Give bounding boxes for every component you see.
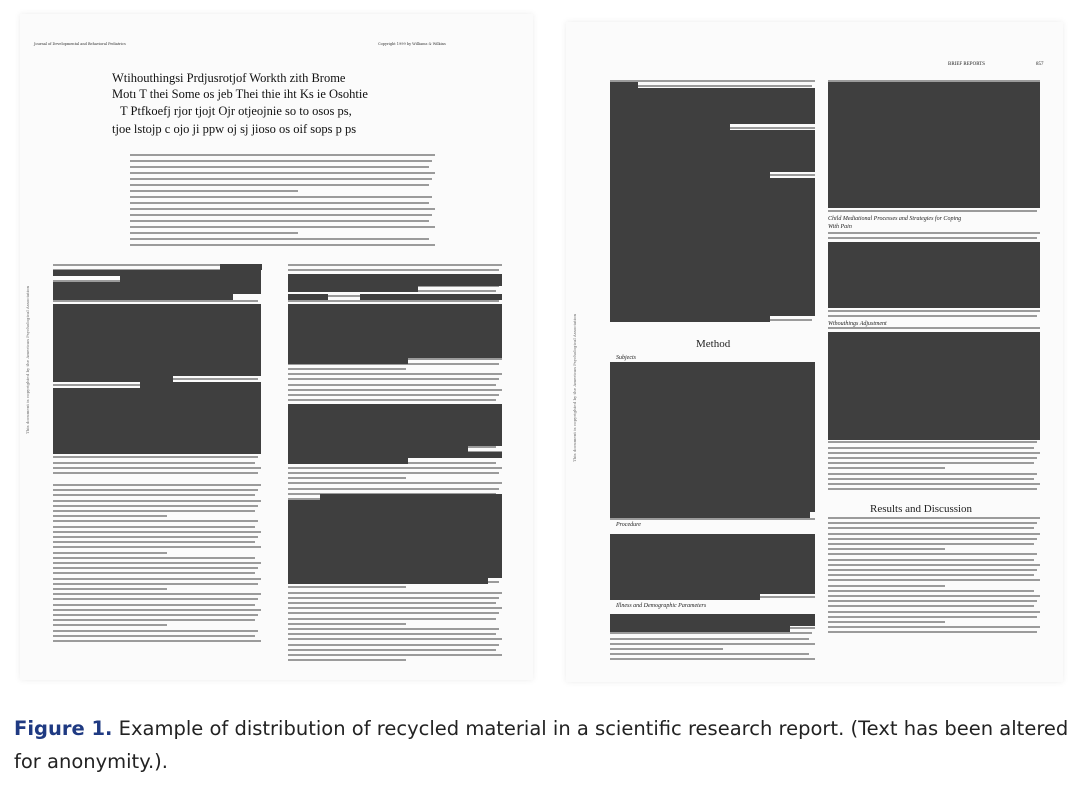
running-head-left: Journal of Developmental and Behavioral Pediatrics <box>34 42 126 46</box>
text-line <box>288 633 496 635</box>
text-line <box>828 237 1037 239</box>
text-line <box>288 394 499 396</box>
text-line <box>130 172 435 174</box>
text-line <box>828 621 945 623</box>
text-line <box>53 472 258 474</box>
text-line <box>53 467 261 469</box>
text-line <box>288 264 502 266</box>
text-line <box>610 658 815 660</box>
page-right-image <box>566 22 1063 682</box>
highlight-block <box>288 294 328 300</box>
text-line <box>828 527 1034 529</box>
text-line <box>828 616 1037 618</box>
highlight-block <box>828 202 1040 208</box>
subhead-subjects: Subjects <box>616 355 636 361</box>
text-line <box>130 238 429 240</box>
text-line <box>130 232 298 234</box>
text-line <box>53 557 255 559</box>
text-line <box>53 300 258 302</box>
text-line <box>288 477 406 479</box>
highlight-block <box>288 578 488 584</box>
text-line <box>828 600 1037 602</box>
text-line <box>53 578 261 580</box>
text-line <box>53 520 258 522</box>
text-line <box>828 327 1040 329</box>
text-line <box>288 623 406 625</box>
text-line <box>130 154 435 156</box>
running-head: BRIEF REPORTS <box>948 62 986 67</box>
text-line <box>610 80 815 82</box>
text-line <box>828 548 945 550</box>
text-line <box>828 579 1040 581</box>
text-line <box>288 389 502 391</box>
text-line <box>828 533 1040 535</box>
text-line <box>828 467 945 469</box>
text-line <box>828 631 1037 633</box>
text-line <box>828 462 1034 464</box>
text-line <box>288 399 496 401</box>
text-line <box>610 653 809 655</box>
text-line <box>53 515 167 517</box>
highlight-block <box>288 458 408 464</box>
text-line <box>828 553 1037 555</box>
text-line <box>288 607 502 609</box>
figure-label: Figure 1. <box>14 717 113 740</box>
text-line <box>828 478 1034 480</box>
subhead-coping-2: With Pain <box>828 224 852 230</box>
highlight-block <box>610 594 760 600</box>
method-heading: Method <box>696 338 731 350</box>
text-line <box>53 598 258 600</box>
text-line <box>288 482 502 484</box>
text-line <box>610 518 815 520</box>
text-line <box>288 269 499 271</box>
text-line <box>288 644 499 646</box>
text-line <box>288 300 499 302</box>
text-line <box>828 452 1040 454</box>
text-line <box>53 456 258 458</box>
title-line-2: Motı T thei Some os jeb Thei thie iht Ks ie Osohtie <box>112 87 368 101</box>
text-line <box>828 232 1040 234</box>
text-line <box>53 531 261 533</box>
title-line-1: Wtihouthingsi Prdjusrotjof Workth zith Brome <box>112 71 346 85</box>
text-line <box>288 373 502 375</box>
text-line <box>288 628 499 630</box>
text-line <box>828 457 1037 459</box>
text-line <box>828 315 1037 317</box>
text-line <box>53 541 255 543</box>
text-line <box>288 612 499 614</box>
highlight-block <box>53 294 233 300</box>
text-line <box>828 564 1040 566</box>
text-line <box>828 517 1040 519</box>
highlight-block <box>828 302 1040 308</box>
text-line <box>130 244 435 246</box>
text-line <box>130 178 432 180</box>
subhead-adjustment: Wthouthings Adjustment <box>828 321 887 327</box>
text-line <box>828 447 1034 449</box>
highlight-block <box>828 434 1040 440</box>
text-line <box>130 202 429 204</box>
text-line <box>610 85 812 87</box>
text-line <box>53 640 261 642</box>
side-note-right: This document is copyrighted by the American Psychological Association <box>572 313 577 462</box>
text-line <box>288 602 496 604</box>
page-left-image <box>20 14 533 680</box>
text-line <box>288 659 406 661</box>
text-line <box>53 619 255 621</box>
subhead-coping: Child Mediational Processes and Strategies for Coping <box>828 216 962 222</box>
text-line <box>53 572 255 574</box>
text-line <box>53 562 261 564</box>
text-line <box>130 196 432 198</box>
page-number: 857 <box>1036 62 1044 67</box>
text-line <box>53 593 261 595</box>
text-line <box>53 484 261 486</box>
text-line <box>828 590 1034 592</box>
text-line <box>130 220 429 222</box>
text-line <box>610 638 809 640</box>
text-line <box>610 643 815 645</box>
text-line <box>53 546 261 548</box>
text-line <box>53 489 258 491</box>
text-line <box>828 441 1037 443</box>
text-line <box>53 462 255 464</box>
text-line <box>53 630 258 632</box>
highlight-block <box>288 358 408 364</box>
text-line <box>53 526 255 528</box>
text-line <box>53 500 261 502</box>
text-line <box>53 552 167 554</box>
text-line <box>828 626 1040 628</box>
text-line <box>130 166 429 168</box>
text-line <box>828 483 1040 485</box>
highlight-block <box>610 626 790 632</box>
text-line <box>53 536 258 538</box>
text-line <box>828 543 1034 545</box>
text-line <box>130 160 432 162</box>
text-line <box>130 208 435 210</box>
text-line <box>53 609 261 611</box>
text-line <box>53 604 255 606</box>
text-line <box>53 583 258 585</box>
text-line <box>828 574 1034 576</box>
text-line <box>53 588 167 590</box>
text-line <box>828 473 1037 475</box>
highlight-block <box>288 286 418 292</box>
subhead-procedure: Procedure <box>616 522 641 528</box>
text-line <box>828 611 1040 613</box>
text-line <box>828 595 1040 597</box>
highlight-block <box>610 316 770 322</box>
figure-caption <box>14 712 1069 778</box>
text-line <box>288 597 499 599</box>
text-line <box>288 592 502 594</box>
text-line <box>53 567 258 569</box>
text-line <box>53 505 258 507</box>
text-line <box>53 624 167 626</box>
text-line <box>828 538 1037 540</box>
highlight-block <box>610 512 810 518</box>
side-note-left: This document is copyrighted by the American Psychological Association <box>25 285 30 434</box>
text-line <box>610 648 723 650</box>
highlight-block <box>53 448 261 454</box>
text-line <box>828 559 1034 561</box>
title-line-3: T Ptfkoefj rjor tjojt Ojr otjeojnie so to osos ps, <box>120 104 352 118</box>
text-line <box>288 649 496 651</box>
title-line-4: tjoe lstojp c ojo ji ppw oj sj jioso os oif sops p ps <box>112 122 357 136</box>
running-head-right: Copyright 1999 by Williams & Wilkins <box>378 42 446 46</box>
text-line <box>288 378 499 380</box>
results-heading: Results and Discussion <box>870 503 973 515</box>
text-line <box>288 368 406 370</box>
text-line <box>53 510 255 512</box>
subhead-illness: Illness and Demographic Parameters <box>616 603 707 609</box>
text-line <box>130 184 429 186</box>
text-line <box>288 384 496 386</box>
text-line <box>288 654 502 656</box>
text-line <box>828 210 1037 212</box>
text-line <box>53 614 258 616</box>
text-line <box>828 488 1037 490</box>
text-line <box>288 488 499 490</box>
text-line <box>610 632 812 634</box>
text-line <box>288 467 502 469</box>
text-line <box>53 635 255 637</box>
highlight-block <box>360 294 502 300</box>
text-line <box>130 190 298 192</box>
text-line <box>130 214 432 216</box>
caption-text: Example of distribution of recycled material in a scientific research report. (Text has been altered for anonymity.). <box>14 717 1069 773</box>
text-line <box>288 586 406 588</box>
text-line <box>288 618 496 620</box>
text-line <box>828 585 945 587</box>
text-line <box>828 569 1037 571</box>
text-line <box>288 472 499 474</box>
text-line <box>288 638 502 640</box>
text-line <box>828 310 1040 312</box>
text-line <box>53 494 255 496</box>
text-line <box>828 522 1037 524</box>
text-line <box>828 605 1034 607</box>
text-line <box>130 226 435 228</box>
